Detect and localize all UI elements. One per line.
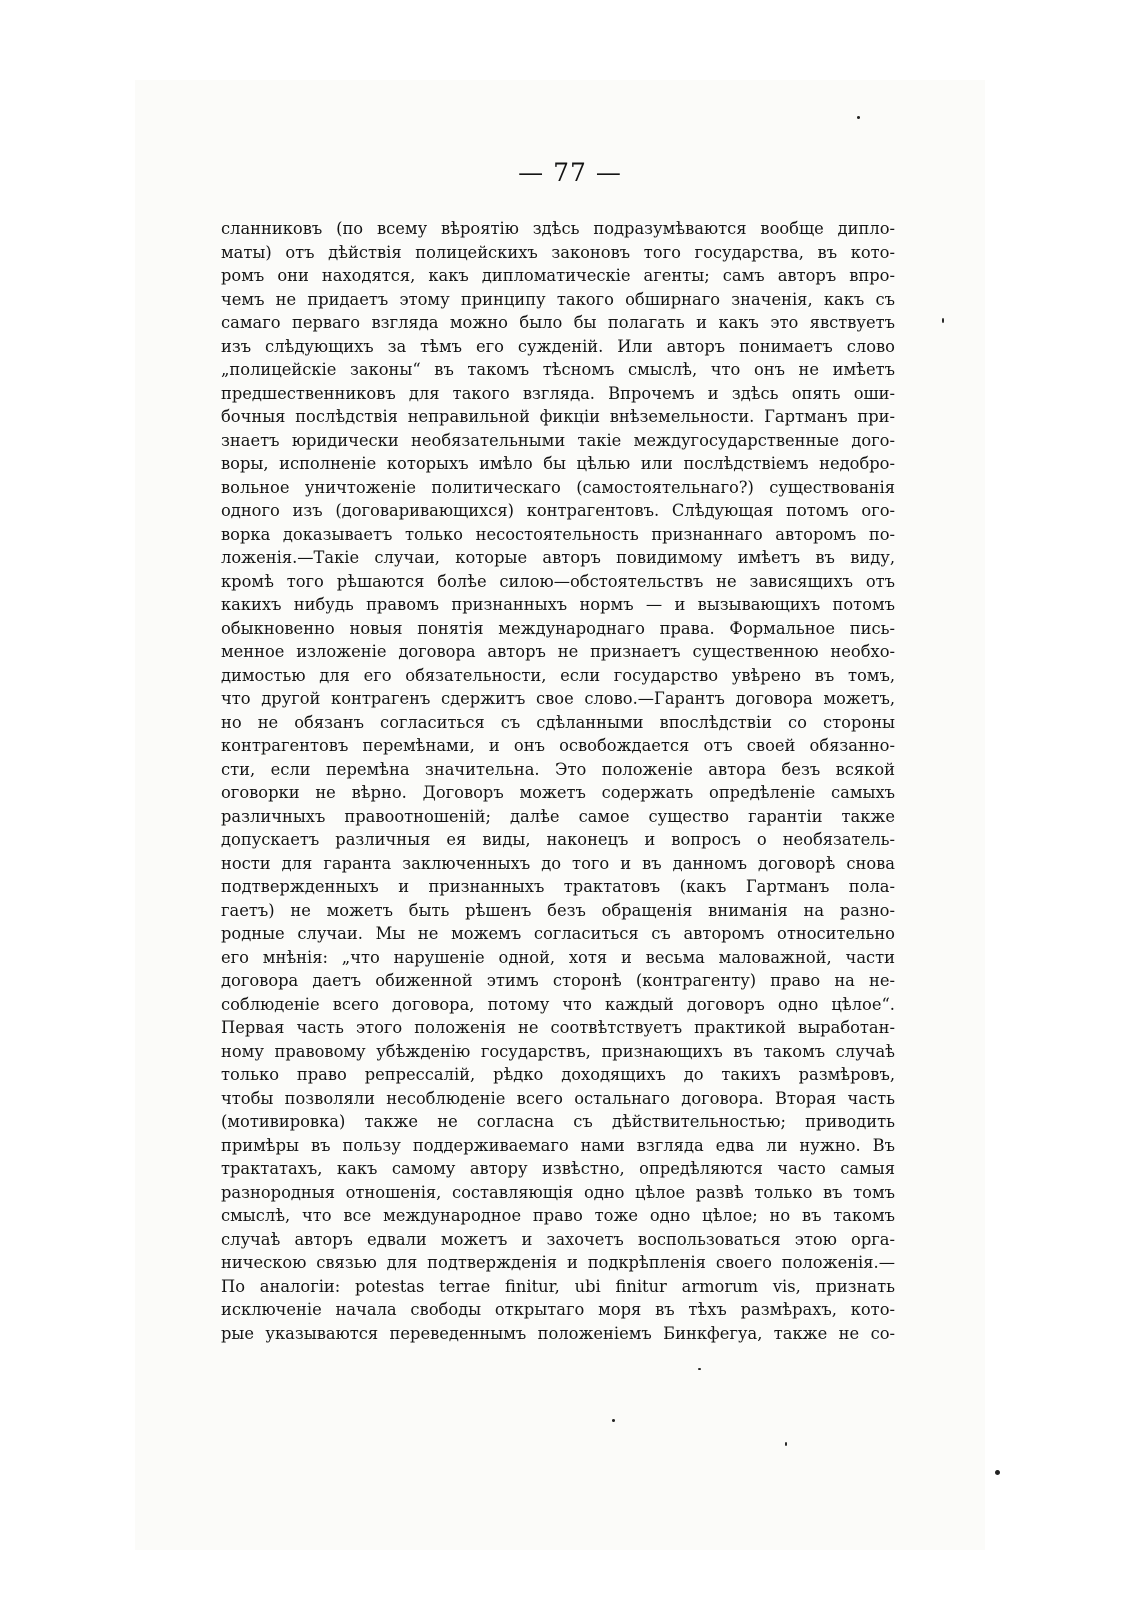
text-line: ворка доказываетъ только несостоятельность признаннаго авторомъ по- — [221, 524, 895, 544]
text-line: бочныя послѣдствія неправильной фикціи внѣземельности. Гартманъ при- — [221, 407, 895, 426]
text-line: По аналогіи: potestas terrae finitur, ubi finitur armorum vis, признать — [221, 1276, 895, 1296]
text-line: соблюденіе всего договора, потому что каждый договоръ одно цѣлое“. — [221, 994, 895, 1014]
text-line: „полицейскіе законы“ въ такомъ тѣсномъ смыслѣ, что онъ не имѣетъ — [221, 360, 895, 379]
text-line: примѣры въ пользу поддерживаемаго нами взгляда едва ли нужно. Въ — [221, 1135, 895, 1155]
text-line: изъ слѣдующихъ за тѣмъ его сужденій. Или авторъ понимаетъ слово — [221, 336, 895, 356]
text-line: ромъ они находятся, какъ дипломатическіе агенты; самъ авторъ впро- — [221, 266, 895, 285]
text-line: случаѣ авторъ едвали можетъ и захочетъ воспользоваться этою орга- — [221, 1229, 895, 1249]
text-line: ности для гаранта заключенныхъ до того и въ данномъ договорѣ снова — [221, 853, 895, 873]
text-line: знаетъ юридически необязательными такіе междугосударственные дого- — [221, 430, 895, 450]
text-line: допускаетъ различныя ея виды, наконецъ и вопросъ о необязатель- — [221, 830, 895, 849]
text-line: маты) отъ дѣйствія полицейскихъ законовъ того государства, въ кото- — [221, 242, 895, 262]
text-line: что другой контрагенъ сдержитъ свое слово.—Гарантъ договора можетъ, — [221, 689, 895, 708]
text-line: одного изъ (договаривающихся) контрагентовъ. Слѣдующая потомъ ого- — [221, 501, 895, 520]
text-line: сти, если перемѣна значительна. Это положеніе автора безъ всякой — [221, 759, 895, 779]
text-line: предшественниковъ для такого взгляда. Впрочемъ и здѣсь опять оши- — [221, 383, 895, 403]
text-line: договора даетъ обиженной этимъ сторонѣ (контрагенту) право на не- — [221, 971, 895, 990]
text-line: родные случаи. Мы не можемъ согласиться съ авторомъ относительно — [221, 924, 895, 943]
scan-speck — [857, 116, 860, 119]
text-line: различныхъ правоотношеній; далѣе самое существо гарантіи также — [221, 806, 895, 826]
text-line: воры, исполненіе которыхъ имѣло бы цѣлью или послѣдствіемъ недобро- — [221, 454, 895, 473]
text-line: но не обязанъ согласиться съ сдѣланными впослѣдствіи со стороны — [221, 712, 895, 732]
text-line: вольное уничтоженіе политическаго (самостоятельнаго?) существованія — [221, 477, 895, 497]
text-line: чемъ не придаетъ этому принципу такого обширнаго значенія, какъ съ — [221, 289, 895, 309]
scan-speck — [942, 318, 944, 323]
text-line: гаетъ) не можетъ быть рѣшенъ безъ обращенія вниманія на разно- — [221, 900, 895, 920]
text-line: димостью для его обязательности, если государство увѣрено въ томъ, — [221, 665, 895, 685]
text-line: разнородныя отношенія, составляющія одно цѣлое развѣ только въ томъ — [221, 1182, 895, 1202]
text-line: менное изложеніе договора авторъ не признаетъ существенною необхо- — [221, 642, 895, 661]
text-line: рые указываются переведеннымъ положеніемъ Бинкфегуа, также не со- — [221, 1323, 895, 1343]
text-line: обыкновенно новыя понятія международнаго права. Формальное пись- — [221, 618, 895, 638]
text-line: контрагентовъ перемѣнами, и онъ освобождается отъ своей обязанно- — [221, 736, 895, 755]
text-line: (мотивировка) также не согласна съ дѣйствительностью; приводить — [221, 1112, 895, 1131]
text-line: самаго перваго взгляда можно было бы полагать и какъ это явствуетъ — [221, 313, 895, 332]
text-line: исключеніе начала свободы открытаго моря въ тѣхъ размѣрахъ, кото- — [221, 1300, 895, 1319]
text-line: какихъ нибудь правомъ признанныхъ нормъ — и вызывающихъ потомъ — [221, 595, 895, 614]
scan-speck — [995, 1470, 1000, 1475]
scan-speck — [698, 1368, 701, 1370]
text-line: оговорки не вѣрно. Договоръ можетъ содержать опредѣленіе самыхъ — [221, 783, 895, 802]
text-line: только право репрессалій, рѣдко доходящихъ до такихъ размѣровъ, — [221, 1065, 895, 1084]
text-line: ложенія.—Такіе случаи, которые авторъ повидимому имѣетъ въ виду, — [221, 548, 895, 567]
scan-speck — [785, 1442, 787, 1446]
text-line: ническою связью для подтвержденія и подкрѣпленія своего положенія.— — [221, 1253, 895, 1272]
text-line: сланниковъ (по всему вѣроятію здѣсь подразумѣваются вообще дипло- — [221, 219, 895, 238]
text-line: смыслѣ, что все международное право тоже одно цѣлое; но въ такомъ — [221, 1206, 895, 1225]
text-line: Первая часть этого положенія не соотвѣтствуетъ практикой выработан- — [221, 1018, 895, 1037]
scan-speck — [612, 1419, 615, 1422]
text-line: его мнѣнія: „что нарушеніе одной, хотя и весьма маловажной, части — [221, 947, 895, 967]
text-line: ному правовому убѣжденію государствъ, признающихъ въ такомъ случаѣ — [221, 1041, 895, 1061]
text-line: трактатахъ, какъ самому автору извѣстно, опредѣляются часто самыя — [221, 1159, 895, 1178]
text-line: подтвержденныхъ и признанныхъ трактатовъ (какъ Гартманъ пола- — [221, 877, 895, 896]
body-text — [221, 217, 895, 1345]
text-line: чтобы позволяли несоблюденіе всего остальнаго договора. Вторая часть — [221, 1088, 895, 1108]
page-number: — 77 — — [518, 158, 622, 187]
text-line: кромѣ того рѣшаются болѣе силою—обстоятельствъ не зависящихъ отъ — [221, 571, 895, 591]
